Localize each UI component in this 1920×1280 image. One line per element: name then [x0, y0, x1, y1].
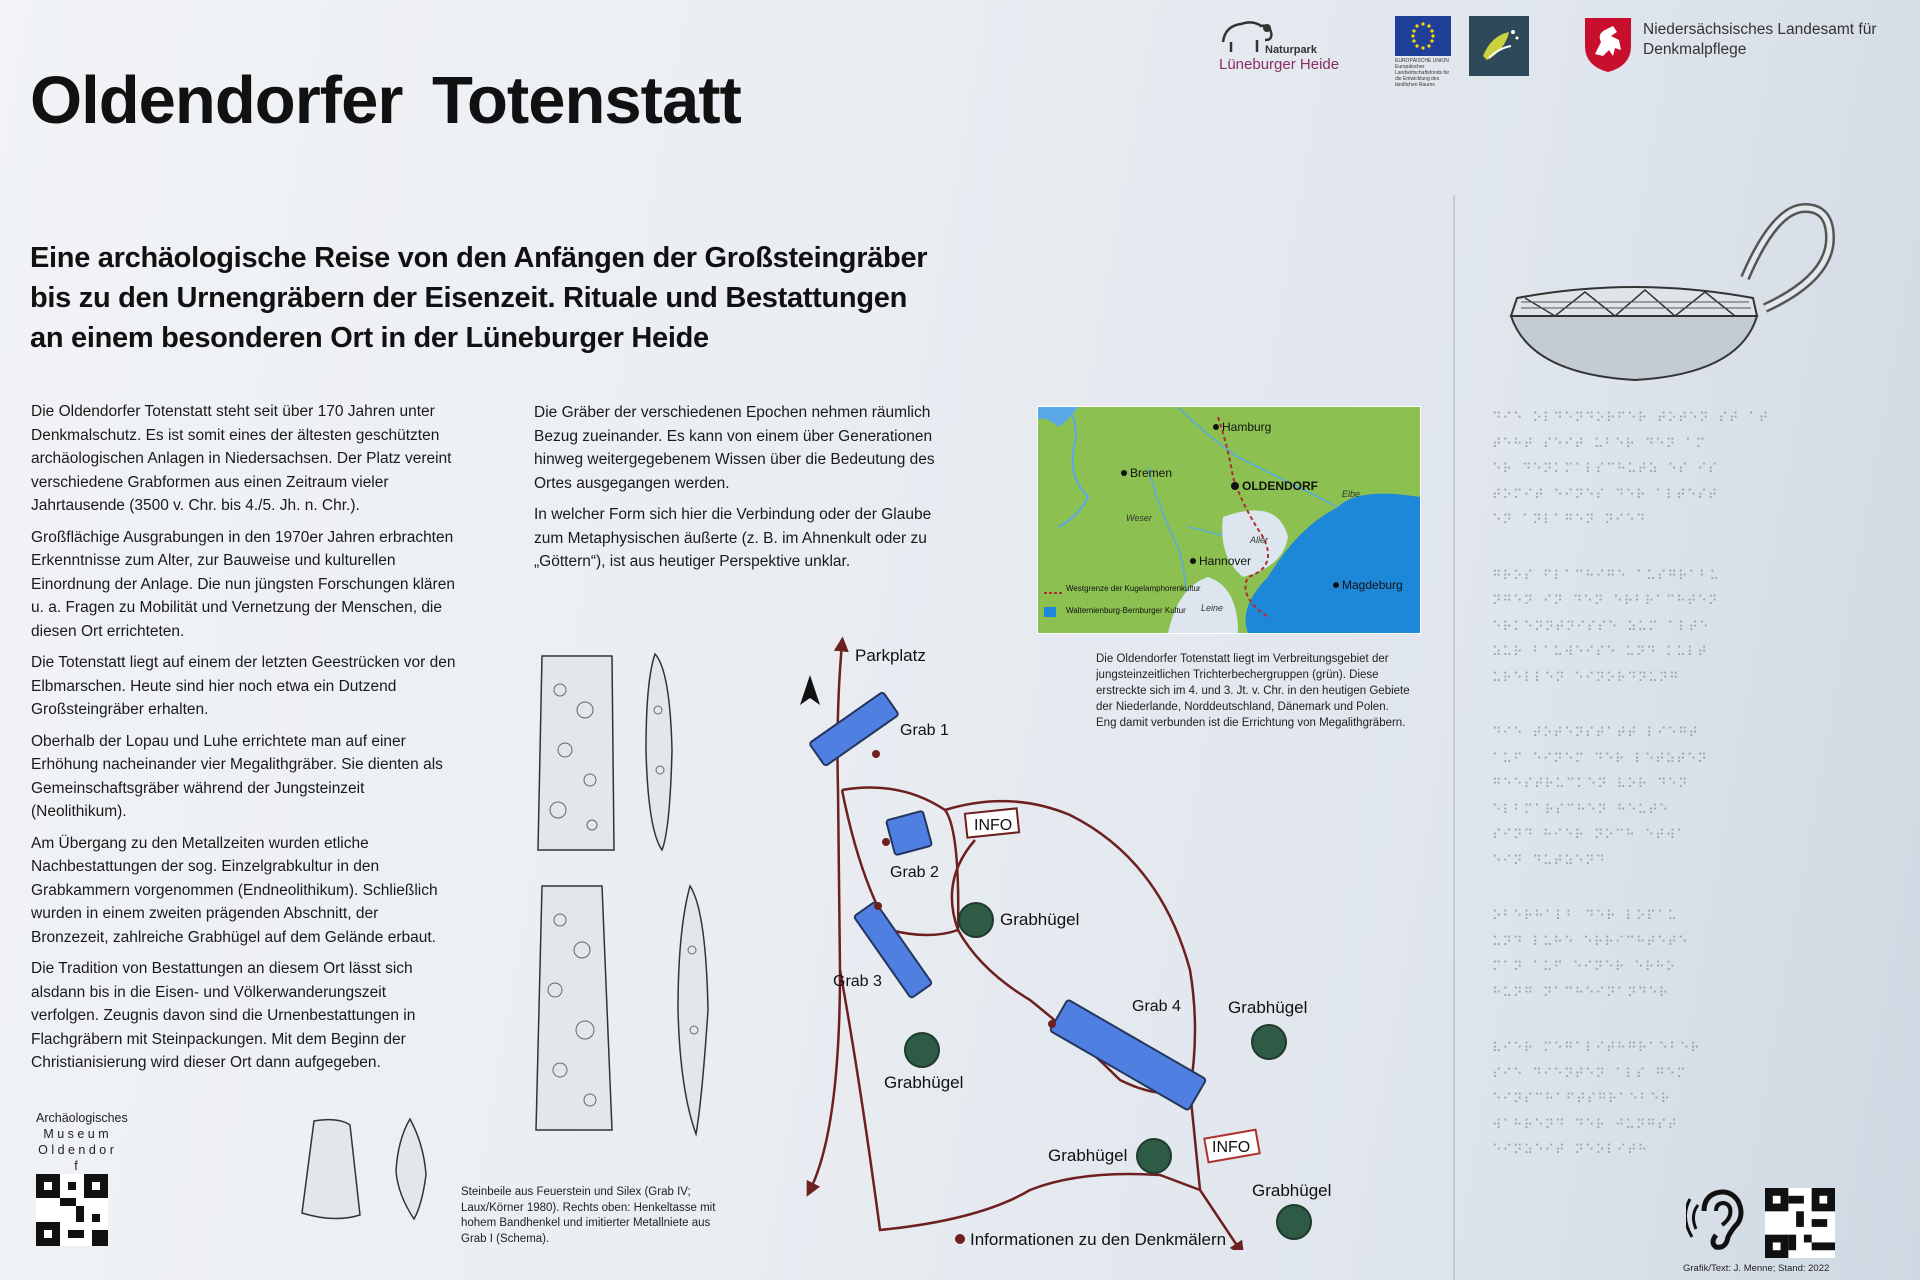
braille-paragraph [1492, 721, 1822, 874]
grabhuegel-label: Grabhügel [1252, 1181, 1332, 1200]
small-stone-axe-2 [396, 1119, 426, 1219]
stone-axe-4 [678, 886, 708, 1134]
braille-line: ⠑⠝ ⠁⠝⠇⠁⠛⠑⠝ ⠝⠊⠑⠙ [1492, 513, 1647, 528]
braille-text [1492, 406, 1822, 1194]
grab-1-label: Grab 1 [900, 722, 949, 739]
grabhuegel-label: Grabhügel [1048, 1146, 1128, 1165]
grabhuegel-mound [905, 1033, 939, 1067]
map-river-weser: Weser [1126, 513, 1152, 523]
subtitle-line: bis zu den Urnengräbern der Eisenzeit. Rituale und Bestattungen [30, 282, 907, 314]
braille-line: ⠎⠊⠑ ⠙⠊⠑⠝⠞⠑⠝ ⠁⠇⠎ ⠛⠑⠍ [1492, 1066, 1687, 1082]
museum-label [36, 1110, 128, 1174]
museum-line: Archäologisches [36, 1111, 128, 1125]
subtitle-line: Eine archäologische Reise von den Anfängen der Großsteingräber [30, 242, 928, 274]
braille-line: ⠛⠑⠑⠎⠞⠗⠥⠉⠅⠑⠝ ⠧⠕⠗ ⠙⠑⠝ [1492, 777, 1689, 792]
small-stone-axes-illustration [298, 1115, 438, 1225]
page-title: Oldendorfer Totenstatt [30, 63, 741, 138]
paragraph: Am Übergang zu den Metallzeiten wurden etliche Nachbestattungen der sog. Einzelgrabkultur in den Grabkammern vorgenommen (Endneolithikum). Schließlich wurden in einem zweiten prägenden Abschnitt, der Bronzezeit, zahlreiche Grabhügel auf dem Gelände erbaut. [31, 834, 438, 946]
braille-line: ⠍⠁⠝ ⠁⠥⠋ ⠑⠊⠝⠑⠗ ⠑⠗⠓⠕ [1492, 960, 1677, 975]
stone-axe-1 [538, 656, 614, 850]
braille-line: ⠧⠊⠑⠗ ⠍⠑⠛⠁⠇⠊⠞⠓⠛⠗⠁⠑⠃⠑⠗ [1492, 1041, 1701, 1056]
braille-line: ⠑⠊⠝⠎⠉⠓⠁⠋⠞⠎⠛⠗⠁⠑⠃⠑⠗ [1492, 1092, 1671, 1107]
map-city-oldendorf: OLDENDORF [1242, 479, 1318, 493]
paragraph: Die Oldendorfer Totenstatt steht seit über 170 Jahren unter Denkmalschutz. Es ist somit eines der ältesten geschützten archäologischen Anlagen in Niedersachsen. Der Platz vereint verschiedene Grabformen aus einen Zeitraum vieler Jahrtausende (3500 v. Chr. bis 4./5. Jh. n. Chr.). [31, 403, 452, 514]
eu-flag-icon [1395, 16, 1451, 56]
eu-text: EUROPÄISCHE UNION Europäischer Landwirtschaftsfonds für die Entwicklung des ländlichen Raums [1395, 58, 1450, 88]
paragraph: In welcher Form sich hier die Verbindung oder der Glaube zum Metaphysischen äußerte (z. B. im Ahnenkult oder zu „Göttern“), ist aus heutiger Perspektive unklar. [534, 506, 932, 570]
naturpark-name: Lüneburger Heide [1219, 56, 1340, 73]
braille-line: ⠑⠊⠝ ⠙⠥⠞⠵⠑⠝⠙ [1492, 853, 1607, 869]
hearing-audio-icon[interactable] [1686, 1185, 1752, 1251]
paragraph: Die Tradition von Bestattungen an diesem Ort lässt sich alsdann bis in die Eisen- und Völkerwanderungszeit verfolgen. Zeugnis davon sind die Urnenbestattungen in Flachgräbern mit Steinpackungen. Mit dem Beginn der Christianisierung wird dieser Ort dann aufgegeben. [31, 960, 416, 1071]
north-arrow-icon [800, 675, 820, 705]
credit-text: Grafik/Text: J. Menne; Stand: 2022 [1683, 1263, 1830, 1274]
map-city-bremen: Bremen [1130, 466, 1173, 480]
braille-paragraph [1492, 1036, 1822, 1164]
braille-line: ⠺⠁⠓⠗⠑⠝⠙ ⠙⠑⠗ ⠚⠥⠝⠛⠎⠞ [1492, 1117, 1678, 1133]
braille-paragraph [1492, 904, 1822, 1006]
nds-authority-name: Niedersächsisches Landesamt für Denkmalpflege [1643, 21, 1877, 58]
grabhuegel-label: Grabhügel [884, 1073, 964, 1092]
museum-line: M u s e u m [43, 1127, 109, 1141]
map-legend-boundary: Westgrenze der Kugelamphorenkultur [1066, 584, 1201, 593]
map-river-elbe: Elbe [1342, 489, 1361, 499]
divider-line [1453, 195, 1455, 1280]
grab-2-label: Grab 2 [890, 864, 939, 881]
info-label: INFO [974, 817, 1013, 834]
grabhuegel-mound [1277, 1205, 1311, 1239]
museum-line: O l d e n d o r f [38, 1143, 114, 1173]
stone-axe-3 [536, 886, 612, 1130]
qr-code-icon[interactable] [36, 1174, 108, 1246]
henkeltasse-illustration [1485, 198, 1835, 398]
stone-axes-illustration [530, 650, 730, 1140]
paragraph: Oberhalb der Lopau und Luhe errichtete man auf einer Erhöhung nacheinander vier Megalithgräber. Sie dienten als Gemeinschaftsgräber während der Jungsteinzeit (Neolithikum). [31, 732, 443, 820]
map-caption: Die Oldendorfer Totenstatt liegt im Verbreitungsgebiet der jungsteinzeitlichen Trichterbechergruppen (grün). Diese erstreckte sich im 4. und 3. Jt. v. Chr. in den heutigen Gebiete der Niederlande, Norddeutschland, Dänemark und Polen. Eng damit verbunden ist die Errichtung von Megalithgräbern. [1096, 653, 1410, 729]
subtitle-line: an einem besonderen Ort in der Lüneburger Heide [30, 322, 709, 354]
grab-1-shape [809, 692, 899, 767]
braille-line: ⠓⠥⠝⠛ ⠝⠁⠉⠓⠑⠊⠝⠁⠝⠙⠑⠗ [1492, 985, 1670, 1001]
braille-line: ⠑⠇⠃⠍⠁⠗⠎⠉⠓⠑⠝ ⠓⠑⠥⠞⠑ [1492, 802, 1670, 818]
stone-axe-2 [646, 654, 672, 850]
culture-map [1037, 406, 1421, 634]
paragraph: Die Gräber der verschiedenen Epochen nehmen räumlich Bezug zueinander. Es kann von einem über Generationen hinweg weitergegebenem Wissen über die Bedeutung des Ortes ausgegangen werden. [534, 404, 935, 492]
map-city-hamburg: Hamburg [1222, 420, 1272, 434]
grab-2-shape [886, 811, 932, 856]
braille-line: ⠵⠥⠗ ⠃⠁⠥⠺⠑⠊⠎⠑ ⠥⠝⠙ ⠅⠥⠇⠞ [1492, 645, 1708, 660]
braille-line: ⠞⠕⠍⠊⠞ ⠑⠊⠝⠑⠎ ⠙⠑⠗ ⠁⠇⠞⠑⠎⠞ [1492, 487, 1719, 503]
braille-line: ⠁⠥⠋ ⠑⠊⠝⠑⠍ ⠙⠑⠗ ⠇⠑⠞⠵⠞⠑⠝ [1492, 751, 1708, 767]
grabhuegel-label: Grabhügel [1228, 998, 1308, 1017]
braille-line: ⠞⠑⠓⠞ ⠎⠑⠊⠞ ⠥⠃⠑⠗ ⠙⠑⠝ ⠁⠍ [1492, 436, 1707, 452]
grab-3-label: Grab 3 [833, 973, 882, 990]
small-stone-axe-1 [302, 1120, 360, 1219]
paragraph: Die Totenstatt liegt auf einem der letzten Geestrücken vor den Elbmarschen. Heute sind hier noch etwa ein Dutzend Großsteingräber erhalten. [31, 654, 456, 718]
subtitle [30, 238, 1030, 358]
niedersachsen-shield-icon [1583, 16, 1633, 74]
braille-line: ⠛⠗⠕⠎ ⠋⠇⠁⠉⠓⠊⠛⠑ ⠁⠥⠎⠛⠗⠁⠃⠥ [1492, 568, 1721, 584]
braille-line: ⠥⠗⠑⠇⠇⠑⠝ ⠑⠊⠝⠕⠗⠙⠝⠥⠝⠛ [1492, 670, 1680, 686]
leader-logo-icon [1469, 16, 1529, 76]
map-city-magdeburg: Magdeburg [1342, 578, 1403, 592]
plan-footer-label: Informationen zu den Denkmälern [970, 1230, 1227, 1249]
braille-paragraph [1492, 406, 1822, 534]
text-column-2 [534, 401, 964, 582]
site-plan [780, 630, 1340, 1250]
map-river-aller: Aller [1250, 535, 1269, 545]
info-label: INFO [1212, 1139, 1251, 1156]
parkplatz-label: Parkplatz [855, 646, 926, 665]
map-legend-culture: Walternienburg-Bernburger Kultur [1066, 606, 1186, 615]
braille-line: ⠕⠃⠑⠗⠓⠁⠇⠃ ⠙⠑⠗ ⠇⠕⠏⠁⠥ [1492, 909, 1678, 924]
qr-code-icon[interactable] [1765, 1188, 1835, 1258]
braille-line: ⠑⠊⠝⠵⠑⠊⠞ ⠝⠑⠕⠇⠊⠞⠓ [1492, 1143, 1649, 1158]
stone-axes-caption: Steinbeile aus Feuerstein und Silex (Grab IV; Laux/Körner 1980). Rechts oben: Henkeltasse mit hohem Bandhenkel und imitierter Metallniete aus Grab I (Schema). [461, 1186, 716, 1245]
braille-line: ⠙⠊⠑ ⠞⠕⠞⠑⠝⠎⠞⠁⠞⠞ ⠇⠊⠑⠛⠞ [1492, 726, 1700, 741]
grabhuegel-mound [1252, 1025, 1286, 1059]
grabhuegel-mound [959, 903, 993, 937]
grab-4-shape [1050, 999, 1207, 1110]
braille-paragraph [1492, 564, 1822, 692]
naturpark-small-label: Naturpark [1265, 44, 1317, 56]
text-column-1 [31, 400, 456, 1083]
grabhuegel-mound [1137, 1139, 1171, 1173]
grab-4-label: Grab 4 [1132, 998, 1181, 1015]
braille-line: ⠙⠊⠑ ⠕⠇⠙⠑⠝⠙⠕⠗⠋⠑⠗ ⠞⠕⠞⠑⠝ ⠎⠞ ⠁⠞ [1492, 411, 1770, 426]
braille-line: ⠑⠗⠅⠑⠝⠝⠞⠝⠊⠎⠎⠑ ⠵⠥⠍ ⠁⠇⠞⠑ [1492, 619, 1710, 635]
braille-line: ⠎⠊⠝⠙ ⠓⠊⠑⠗ ⠝⠕⠉⠓ ⠑⠞⠺⠁ [1492, 828, 1687, 843]
paragraph: Großflächige Ausgrabungen in den 1970er Jahren erbrachten Erkenntnisse zum Alter, zur Bauweise und kulturellen Einordnung der Anlage. Die nun jüngsten Forschungen klären u. a. Fragen zu Mobilität und Vernetzung der Menschen, die diesen Ort errichteten. [31, 528, 455, 640]
grabhuegel-label: Grabhügel [1000, 910, 1080, 929]
braille-line: ⠥⠝⠙ ⠇⠥⠓⠑ ⠑⠗⠗⠊⠉⠓⠞⠑⠞⠑ [1492, 934, 1689, 950]
map-city-hannover: Hannover [1199, 554, 1252, 568]
braille-line: ⠝⠛⠑⠝ ⠊⠝ ⠙⠑⠝ ⠑⠗⠃⠗⠁⠉⠓⠞⠑⠝ [1492, 594, 1719, 609]
map-river-leine: Leine [1201, 603, 1224, 613]
braille-line: ⠑⠗ ⠙⠑⠝⠅⠍⠁⠇⠎⠉⠓⠥⠞⠵ ⠑⠎ ⠊⠎ [1492, 462, 1719, 477]
